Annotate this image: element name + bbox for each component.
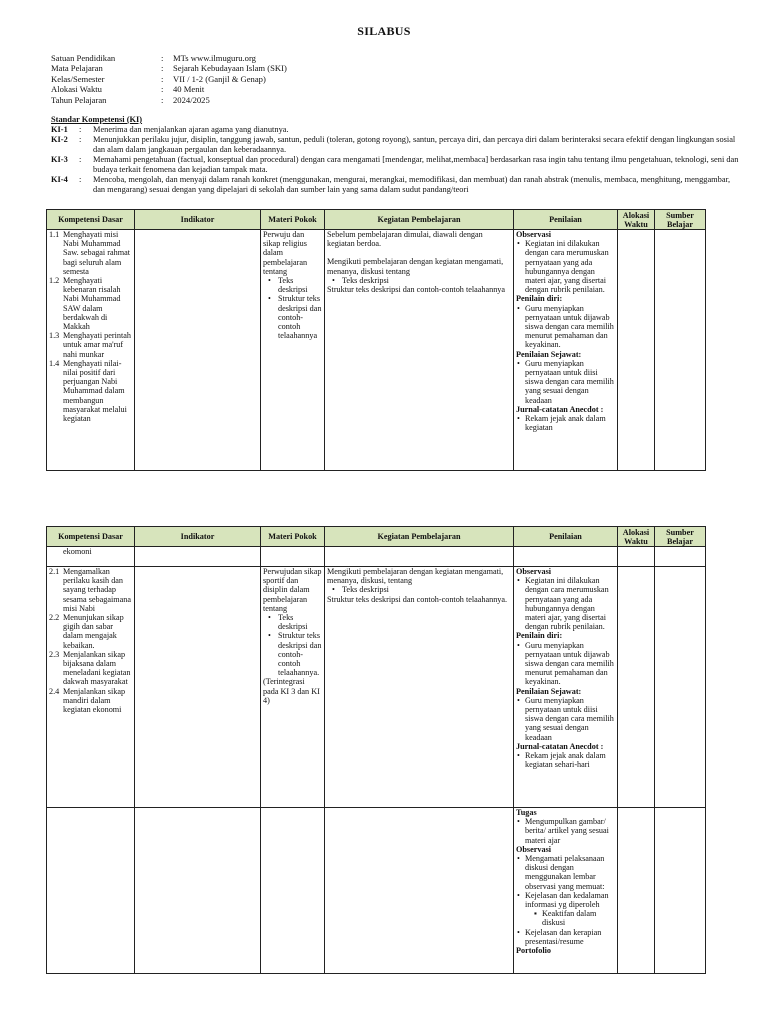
meta-label: Satuan Pendidikan — [51, 53, 116, 63]
ki-text: Mencoba, mengolah, dan menyaji dalam ranah konkret (menggunakan, mengurai, merangkai, memodifikasi, dan membuat) dan ranah abstrak (menulis, membaca, menghitung, menggambar, dan mengarang) sesuai dengan yang dipelajari di sekolah dan sumber lain yang sama dalam sudut pandang/teori — [93, 175, 731, 194]
ki-row: KI-4 : Mencoba, mengolah, dan menyaji dalam ranah konkret (menggunakan, mengurai, merangkai, memodifikasi, dan membuat) dan ranah abstrak (menulis, membaca, menghitung, menggambar, dan mengarang) sesuai dengan yang dipelajari di sekolah dan sumber lain yang sama dalam sudut pandang/teori — [51, 175, 741, 195]
table-row — [47, 230, 706, 471]
header-kompetensi-dasar: Kompetensi Dasar — [47, 527, 135, 547]
list-item: • Mengumpulkan gambar/ berita/ artikel yang sesuai materi ajar — [525, 817, 615, 845]
list-item: • Struktur teks deskripsi dan contoh-contoh telaahannya. — [278, 631, 322, 677]
header-alokasi-waktu: Alokasi Waktu — [618, 210, 655, 230]
table-header-row — [47, 527, 706, 547]
silabus-table-1 — [46, 209, 706, 471]
meta-value: VII / 1-2 (Ganjil & Genap) — [173, 73, 266, 84]
list-item: 2.1 Mengamalkan perilaku kasih dan sayang terhadap sesama sebagaimana misi Nabi — [49, 567, 131, 613]
meta-value: 2024/2025 — [173, 94, 210, 105]
kd-list — [49, 567, 132, 714]
cell-alokasi-waktu — [618, 230, 655, 471]
meta-label: Mata Pelajaran — [51, 63, 103, 74]
header-kompetensi-dasar: Kompetensi Dasar — [47, 210, 135, 230]
ki-row: KI-3 : Memahami pengetahuan (factual, konseptual dan procedural) dengan cara mengamati [mendengar, melihat,membaca] berdasarkan rasa ingin tahu tentang ilmu pengetahuan, teknologi, seni dan budaya terkait fenomena dan kejadian tampak mata. — [51, 155, 741, 175]
meta-label: Kelas/Semester — [51, 73, 105, 84]
cell-penilaian: Tugas • Mengumpulkan gambar/ berita/ artikel yang sesuai materi ajar Observasi • Mengamati pelaksanaan diskusi dengan menggunakan lembar observasi yang memuat: • Kejelasan dan kedalaman informasi yg diperoleh ▪ Keaktifan dalam diskusi • Kejelasan dan kerapian presentasi/resume Portofolio — [514, 808, 618, 974]
list-item: • Teks deskripsi — [278, 613, 322, 631]
cell-materi-pokok: Perwuju dan sikap religius dalam pembelajaran tentang • Teks deskripsi • Struktur teks deskripsi dan contoh-contoh telaahannya — [261, 230, 325, 471]
ki-text: Memahami pengetahuan (factual, konseptual dan procedural) dengan cara mengamati [mendengar, melihat,membaca] berdasarkan rasa ingin tahu tentang ilmu pengetahuan, teknologi, seni dan budaya terkait fenomena dan kejadian tampak mata. — [93, 155, 739, 174]
cell-sumber-belajar — [655, 567, 706, 808]
list-item: ▪ Keaktifan dalam diskusi — [542, 909, 615, 927]
table-header-row — [47, 210, 706, 230]
table-row — [47, 808, 706, 974]
list-item: 1.2 Menghayati kebenaran risalah Nabi Muhammad SAW dalam berdakwah di Makkah — [49, 276, 121, 332]
list-item: • Guru menyiapkan pernyataan untuk dijawab siswa dengan cara memilih menurut pemahaman dan keyakinan. — [525, 641, 615, 687]
list-item: • Rekam jejak anak dalam kegiatan — [525, 414, 615, 432]
list-item: 1.3 Menghayati perintah untuk amar ma'ruf nahi munkar — [49, 331, 131, 359]
list-item: • Mengamati pelaksanaan diskusi dengan menggunakan lembar observasi yang memuat: — [525, 854, 615, 891]
header-materi-pokok: Materi Pokok — [261, 527, 325, 547]
header-kegiatan: Kegiatan Pembelajaran — [325, 210, 514, 230]
meta-info — [51, 53, 287, 105]
cell-penilaian: Observasi • Kegiatan ini dilakukan dengan cara merumuskan pernyataan yang ada hubungannya dengan materi ajar, yang disertai dengan rubrik penilaian. Penilain diri: • Guru menyiapkan pernyataan untuk dijawab siswa dengan cara memilih menurut pemahaman dan keyakinan. Penilaian Sejawat: • Guru menyiapkan pernyataan untuk diisi siswa dengan cara memilih yang sesuai dengan keadaan Jurnal-catatan Anecdot : • Rekam jejak anak dalam kegiatan sehari-hari — [514, 567, 618, 808]
meta-row: Satuan Pendidikan : MTs www.ilmuguru.org — [51, 53, 256, 63]
header-indikator: Indikator — [135, 210, 261, 230]
meta-label: Alokasi Waktu — [51, 84, 102, 95]
ki-text: Menunjukkan perilaku jujur, disiplin, tanggung jawab, santun, peduli (toleran, gotong royong), santun, percaya diri, dan percaya diri dalam berinteraksi secara efektif dengan lingkungan sosial dan alam dalam jangkauan pergaulan dan keberadaannya. — [93, 135, 736, 154]
cell-materi-pokok: Perwujudan sikap sportif dan disiplin dalam pembelajaran tentang • Teks deskripsi • Struktur teks deskripsi dan contoh-contoh telaahannya. (Terintegrasi pada KI 3 dan KI 4) — [261, 567, 325, 808]
meta-value: 40 Menit — [173, 84, 205, 95]
header-indikator: Indikator — [135, 527, 261, 547]
list-item: • Rekam jejak anak dalam kegiatan sehari-hari — [525, 751, 615, 769]
cell-indikator — [135, 230, 261, 471]
table-row — [47, 567, 706, 808]
cell-kompetensi-dasar — [47, 567, 135, 808]
table-row — [47, 547, 706, 567]
kd-list — [49, 230, 132, 423]
list-item: • Kejelasan dan kerapian presentasi/resume — [525, 928, 615, 946]
list-item: 2.3 Menjalankan sikap bijaksana dalam meneladani kegiatan dakwah masyarakat — [49, 649, 131, 687]
ki-code: KI-2 — [51, 135, 68, 144]
header-sumber-belajar: Sumber Belajar — [655, 527, 706, 547]
header-sumber-belajar: Sumber Belajar — [655, 210, 706, 230]
kegiatan-list — [327, 585, 511, 594]
cell-sumber-belajar — [655, 230, 706, 471]
header-penilaian: Penilaian — [514, 527, 618, 547]
meta-row: Kelas/Semester : VII / 1-2 (Ganjil & Genap) — [51, 73, 266, 84]
cell-kegiatan: Sebelum pembelajaran dimulai, diawali dengan kegiatan berdoa. Mengikuti pembelajaran dengan kegiatan mengamati, menanya, diskusi tentang • Teks deskripsi Struktur teks deskripsi dan contoh-contoh telaahannya — [325, 230, 514, 471]
list-item: • Teks deskripsi — [278, 276, 322, 294]
meta-value: MTs www.ilmuguru.org — [173, 53, 256, 63]
ki-code: KI-4 — [51, 175, 68, 184]
ki-row: KI-1 : Menerima dan menjalankan ajaran agama yang dianutnya. — [51, 125, 741, 135]
list-item: 1.4 Menghayati nilai-nilai positif dari perjuangan Nabi Muhammad dalam membangun masyarakat melalui kegiatan — [49, 358, 127, 424]
ki-code: KI-1 — [51, 125, 68, 134]
cell-penilaian: Observasi • Kegiatan ini dilakukan dengan cara merumuskan pernyataan yang ada hubungannya dengan materi ajar, yang disertai dengan rubrik penilaian. Penilain diri: • Guru menyiapkan pernyataan untuk dijawab siswa dengan cara memilih menurut pemahaman dan keyakinan. Penilaian Sejawat: • Guru menyiapkan pernyataan untuk diisi siswa dengan cara memilih yang sesuai dengan keadaan Jurnal-catatan Anecdot : • Rekam jejak anak dalam kegiatan — [514, 230, 618, 471]
materi-list — [263, 276, 322, 340]
meta-row: Mata Pelajaran : Sejarah Kebudayaan Islam (SKI) — [51, 63, 287, 74]
cell-kompetensi-dasar: ekomoni — [47, 547, 135, 567]
ki-heading: Standar Kompetensi (KI) — [51, 115, 143, 124]
list-item: • Guru menyiapkan pernyataan untuk dijawab siswa dengan cara memilih menurut pemahaman dan keyakinan. — [525, 304, 615, 350]
cell-alokasi-waktu — [618, 567, 655, 808]
meta-value: Sejarah Kebudayaan Islam (SKI) — [173, 63, 287, 74]
list-item: 1.1 Menghayati misi Nabi Muhammad Saw. sebagai rahmat bagi seluruh alam semesta — [49, 230, 130, 276]
header-materi-pokok: Materi Pokok — [261, 210, 325, 230]
list-item: • Teks deskripsi — [342, 276, 511, 285]
list-item: 2.2 Menunjukan sikap gigih dan sabar dalam mengajak kebaikan. — [49, 613, 124, 650]
ki-code: KI-3 — [51, 155, 68, 164]
header-penilaian: Penilaian — [514, 210, 618, 230]
meta-row: Tahun Pelajaran : 2024/2025 — [51, 94, 210, 105]
meta-row: Alokasi Waktu : 40 Menit — [51, 84, 205, 95]
silabus-table-2 — [46, 526, 706, 974]
cell-kegiatan: Mengikuti pembelajaran dengan kegiatan mengamati, menanya, diskusi, tentang • Teks deskripsi Struktur teks deskripsi dan contoh-contoh telaahannya. — [325, 567, 514, 808]
cell-kompetensi-dasar — [47, 230, 135, 471]
materi-list — [263, 613, 322, 677]
document-title: SILABUS — [357, 24, 411, 38]
list-item: • Kejelasan dan kedalaman informasi yg diperoleh — [525, 891, 615, 909]
ki-row: KI-2 : Menunjukkan perilaku jujur, disiplin, tanggung jawab, santun, peduli (toleran, gotong royong), santun, percaya diri, dan percaya diri dalam berinteraksi secara efektif dengan lingkungan sosial dan alam dalam jangkauan pergaulan dan keberadaannya. — [51, 135, 741, 155]
meta-label: Tahun Pelajaran — [51, 94, 107, 105]
cell-indikator — [135, 567, 261, 808]
ki-section — [51, 115, 741, 195]
kegiatan-list — [327, 276, 511, 285]
header-kegiatan: Kegiatan Pembelajaran — [325, 527, 514, 547]
list-item: • Kegiatan ini dilakukan dengan cara merumuskan pernyataan yang ada hubungannya dengan materi ajar, yang disertai dengan rubrik penilaian. — [525, 576, 615, 631]
list-item: • Teks deskripsi — [342, 585, 511, 594]
ki-text: Menerima dan menjalankan ajaran agama yang dianutnya. — [93, 125, 289, 134]
list-item: • Guru menyiapkan pernyataan untuk diisi siswa dengan cara memilih yang sesuai dengan keadaan — [525, 696, 615, 742]
list-item: • Struktur teks deskripsi dan contoh-contoh telaahannya — [278, 294, 322, 340]
list-item: 2.4 Menjalankan sikap mandiri dalam kegiatan ekonomi — [49, 686, 126, 715]
list-item: • Guru menyiapkan pernyataan untuk diisi siswa dengan cara memilih yang sesuai dengan keadaan — [525, 359, 615, 405]
list-item: • Kegiatan ini dilakukan dengan cara merumuskan pernyataan yang ada hubungannya dengan materi ajar, yang disertai dengan rubrik penilaian. — [525, 239, 615, 294]
header-alokasi-waktu: Alokasi Waktu — [618, 527, 655, 547]
